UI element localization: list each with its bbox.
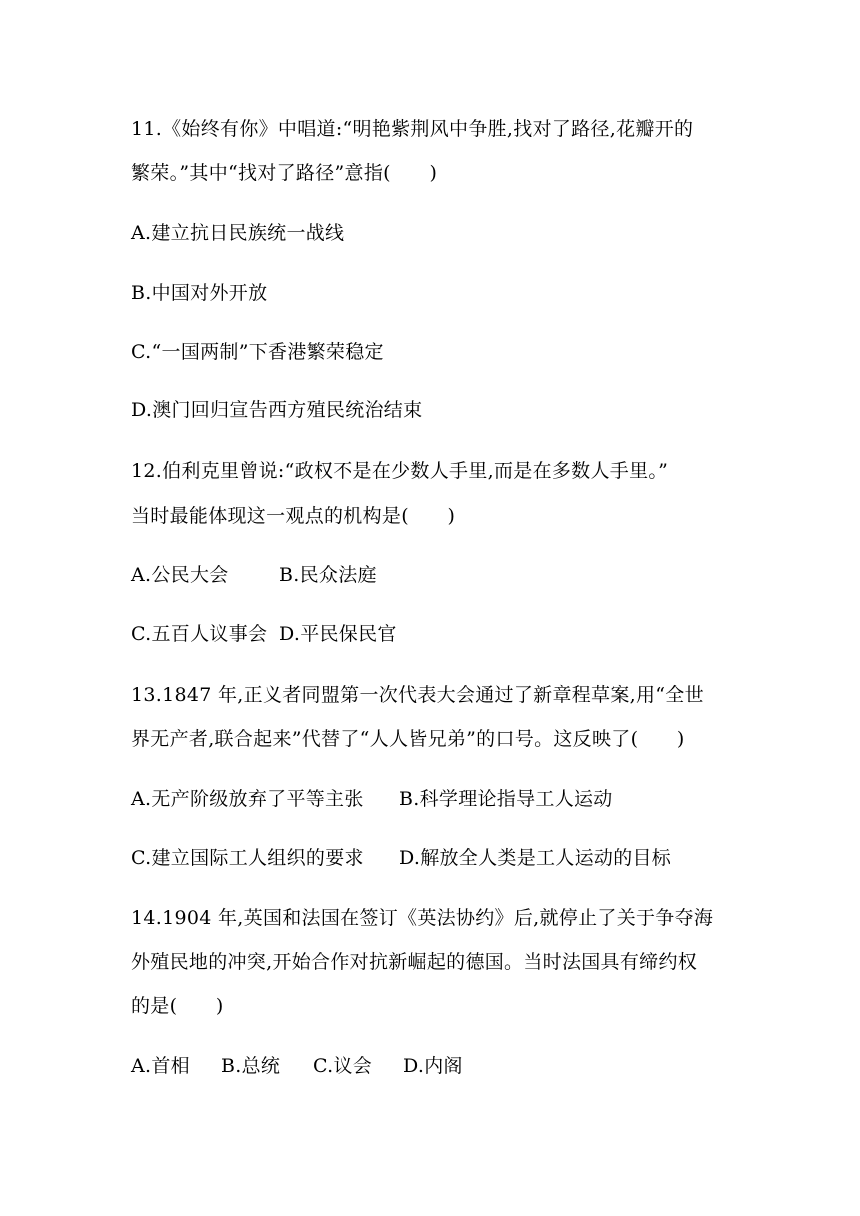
q13-stem-line-2: 界无产者,联合起来”代替了“人人皆兄弟”的口号。这反映了( ) <box>131 728 685 750</box>
q13-options-row-1 <box>131 787 613 811</box>
q14-option-c: C.议会 <box>313 1055 373 1077</box>
q14-option-b: B.总统 <box>221 1055 281 1077</box>
q11-option-a: A.建立抗日民族统一战线 <box>131 222 345 244</box>
q12-option-a: A.公民大会 <box>131 564 229 586</box>
q12-option-b: B.民众法庭 <box>279 564 377 586</box>
q14-options-row <box>131 1054 463 1078</box>
q12-stem-line-2: 当时最能体现这一观点的机构是( ) <box>131 505 456 527</box>
q14-stem-line-3: 的是( ) <box>131 995 224 1017</box>
q11-option-d: D.澳门回归宣告西方殖民统治结束 <box>131 399 423 421</box>
q14-stem-line-2: 外殖民地的冲突,开始合作对抗新崛起的德国。当时法国具有缔约权 <box>131 951 698 973</box>
q14-option-a: A.首相 <box>131 1055 190 1077</box>
q11-stem-line-2: 繁荣。”其中“找对了路径”意指( ) <box>131 162 438 184</box>
q12-options-row-2 <box>131 622 397 646</box>
q11-option-b: B.中国对外开放 <box>131 282 268 304</box>
q13-options-row-2 <box>131 846 671 870</box>
q12-options-row-1 <box>131 563 377 587</box>
q11-option-c: C.“一国两制”下香港繁荣稳定 <box>131 341 384 363</box>
q12-stem-line-1: 12.伯利克里曾说:“政权不是在少数人手里,而是在多数人手里。” <box>131 460 669 482</box>
q11-stem-line-1: 11.《始终有你》中唱道:“明艳紫荆风中争胜,找对了路径,花瓣开的 <box>131 118 694 140</box>
q13-stem-line-1: 13.1847 年,正义者同盟第一次代表大会通过了新章程草案,用“全世 <box>131 684 704 706</box>
q14-stem-line-1: 14.1904 年,英国和法国在签订《英法协约》后,就停止了关于争夺海 <box>131 907 714 929</box>
q13-option-a: A.无产阶级放弃了平等主张 <box>131 788 364 810</box>
q14-option-d: D.内阁 <box>403 1055 463 1077</box>
q12-option-c: C.五百人议事会 <box>131 623 268 645</box>
q13-option-b: B.科学理论指导工人运动 <box>399 788 613 810</box>
q13-option-c: C.建立国际工人组织的要求 <box>131 847 364 869</box>
q12-option-d: D.平民保民官 <box>279 623 397 645</box>
q13-option-d: D.解放全人类是工人运动的目标 <box>399 847 672 869</box>
